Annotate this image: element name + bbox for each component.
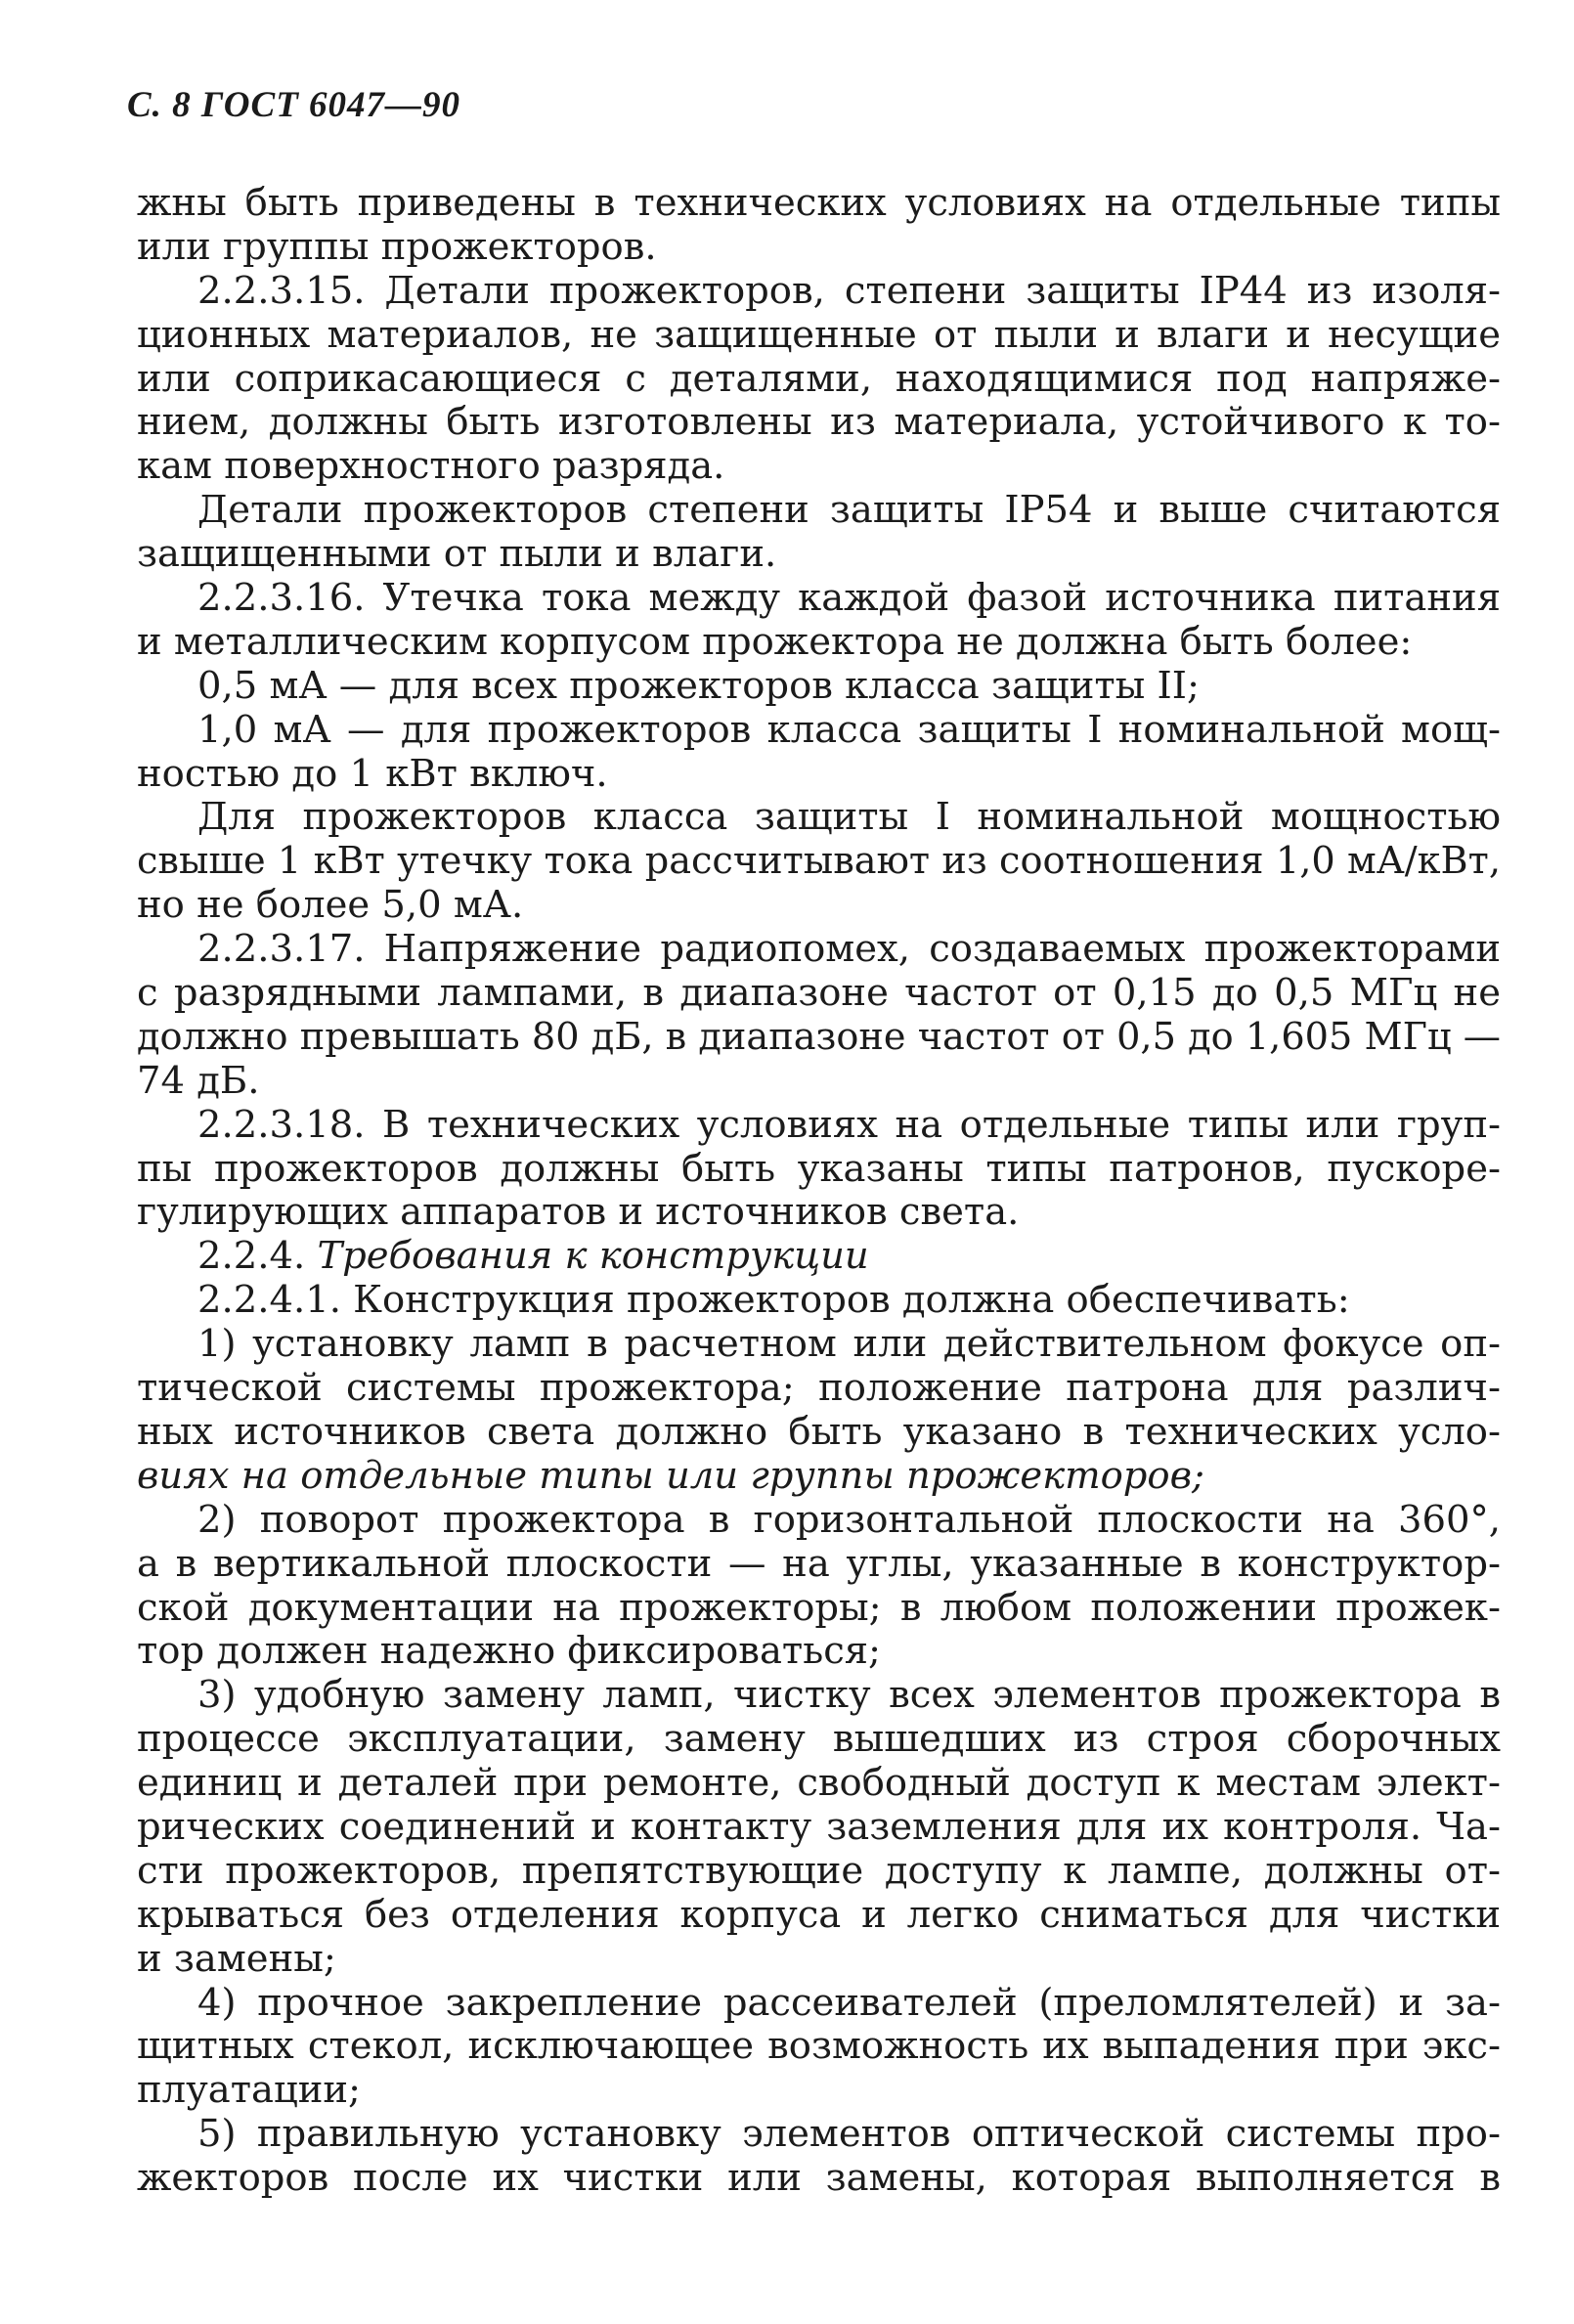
text-line [137, 1016, 1501, 1060]
line-text: или соприкасающиеся с деталями, находящимися под напряже- [137, 356, 1501, 401]
line-text: 2.2.3.18. В технических условиях на отдельные типы или груп- [197, 1102, 1501, 1147]
text-line [137, 1806, 1501, 1850]
text-line [137, 2069, 1501, 2113]
text-line [137, 621, 1501, 665]
text-line [137, 1323, 1501, 1367]
text-line [137, 1718, 1501, 1762]
line-text: жны быть приведены в технических условиях на отдельные типы [137, 181, 1501, 225]
text-line [137, 2113, 1501, 2157]
text-line [137, 709, 1501, 753]
text-line [137, 1279, 1501, 1323]
text-line [137, 1455, 1501, 1499]
text-line [137, 445, 1501, 489]
line-text: Детали прожекторов степени защиты IP54 и выше считаются [197, 488, 1501, 533]
text-line [137, 1982, 1501, 2026]
text-line [137, 2157, 1501, 2201]
text-line [137, 401, 1501, 445]
text-line [137, 840, 1501, 884]
text-line [137, 1850, 1501, 1894]
text-line [137, 1894, 1501, 1938]
line-text: кам поверхностного разряда. [137, 444, 725, 489]
text-line [137, 182, 1501, 226]
line-text: 4) прочное закрепление рассеивателей (преломлятелей) и за- [197, 1980, 1501, 2025]
text-line [137, 1367, 1501, 1411]
text-line [137, 533, 1501, 577]
text-line [137, 884, 1501, 928]
line-text: 0,5 мА — для всех прожекторов класса защиты II; [197, 663, 1200, 708]
text-line [137, 665, 1501, 709]
line-text: процессе эксплуатации, замену вышедших из строя сборочных [137, 1717, 1501, 1762]
line-text: 1,0 мА — для прожекторов класса защиты I номинальной мощ- [197, 707, 1501, 752]
line-text: ностью до 1 кВт включ. [137, 751, 608, 796]
text-line [137, 358, 1501, 402]
text-line [137, 1762, 1501, 1806]
text-line [137, 1104, 1501, 1148]
line-text: пы прожекторов должны быть указаны типы патронов, пускоре- [137, 1146, 1501, 1191]
line-text: 2) поворот прожектора в горизонтальной плоскости на 360°, [197, 1497, 1501, 1542]
line-text: нием, должны быть изготовлены из материала, устойчивого к то- [137, 400, 1501, 445]
line-text: или группы прожекторов. [137, 224, 657, 269]
line-text: плуатации; [137, 2068, 362, 2113]
line-text: и замены; [137, 1936, 336, 1981]
line-text: а в вертикальной плоскости — на углы, указанные в конструктор- [137, 1541, 1501, 1586]
text-line [137, 270, 1501, 314]
text-line [137, 1060, 1501, 1104]
text-line [137, 1148, 1501, 1192]
line-text: но не более 5,0 мА. [137, 883, 524, 928]
line-text: единиц и деталей при ремонте, свободный доступ к местам элект- [137, 1761, 1501, 1806]
line-text: щитных стекол, исключающее возможность их выпадения при экс- [137, 2024, 1501, 2069]
line-text: 2.2.3.15. Детали прожекторов, степени защиты IP44 из изоля- [197, 268, 1501, 313]
line-text: гулирующих аппаратов и источников света. [137, 1190, 1020, 1235]
line-text: жекторов после их чистки или замены, которая выполняется в [137, 2156, 1501, 2201]
line-text: 3) удобную замену ламп, чистку всех элементов прожектора в [197, 1673, 1501, 1718]
line-text: с разрядными лампами, в диапазоне частот от 0,15 до 0,5 МГц не [137, 971, 1501, 1016]
line-text: тор должен надежно фиксироваться; [137, 1629, 882, 1674]
line-text: 5) правильную установку элементов оптической системы про- [197, 2112, 1501, 2157]
text-line [137, 1630, 1501, 1674]
line-text: ской документации на прожекторы; в любом положении прожек- [137, 1585, 1501, 1630]
line-text: 2.2.3.17. Напряжение радиопомех, создаваемых прожекторами [197, 927, 1501, 972]
page-header: С. 8 ГОСТ 6047—90 [127, 85, 461, 125]
line-text: тической системы прожектора; положение патрона для различ- [137, 1366, 1501, 1411]
line-text: ционных материалов, не защищенные от пыли и влаги и несущие [137, 312, 1501, 357]
line-italic-text: виях на отдельные типы или группы прожекторов; [137, 1453, 1204, 1498]
text-line [137, 796, 1501, 840]
text-line [137, 489, 1501, 533]
text-line [137, 1499, 1501, 1543]
text-line [137, 1411, 1501, 1455]
line-text: Для прожекторов класса защиты I номинальной мощностью [197, 795, 1501, 840]
line-text: 2.2.4.1. Конструкция прожекторов должна обеспечивать: [197, 1278, 1350, 1323]
text-line [137, 2025, 1501, 2069]
line-text: рических соединений и контакту заземления для их контроля. Ча- [137, 1804, 1501, 1849]
line-text: защищенными от пыли и влаги. [137, 532, 777, 577]
text-line [137, 1543, 1501, 1587]
line-text: должно превышать 80 дБ, в диапазоне частот от 0,5 до 1,605 МГц — [137, 1014, 1501, 1059]
text-line [137, 928, 1501, 972]
line-text: 2.2.3.16. Утечка тока между каждой фазой источника питания [197, 576, 1501, 621]
text-line [137, 972, 1501, 1016]
text-line [137, 314, 1501, 358]
line-text: 1) установку ламп в расчетном или действительном фокусе оп- [197, 1322, 1501, 1367]
line-italic-text: Требования к конструкции [317, 1234, 869, 1279]
line-text: крываться без отделения корпуса и легко сниматься для чистки [137, 1892, 1501, 1937]
line-text: 74 дБ. [137, 1058, 260, 1103]
text-line [137, 1938, 1501, 1982]
line-text: ных источников света должно быть указано в технических усло- [137, 1409, 1501, 1454]
text-line [137, 753, 1501, 797]
text-line [137, 1674, 1501, 1718]
text-line [137, 577, 1501, 621]
line-text: 2.2.4. [197, 1234, 318, 1279]
document-body [137, 182, 1501, 2201]
text-line [137, 1587, 1501, 1631]
text-line [137, 226, 1501, 270]
text-line [137, 1191, 1501, 1235]
line-text: свыше 1 кВт утечку тока рассчитывают из соотношения 1,0 мА/кВт, [137, 839, 1501, 884]
line-text: и металлическим корпусом прожектора не должна быть более: [137, 619, 1413, 664]
line-text: сти прожекторов, препятствующие доступу к лампе, должны от- [137, 1848, 1501, 1893]
text-line [137, 1235, 1501, 1279]
